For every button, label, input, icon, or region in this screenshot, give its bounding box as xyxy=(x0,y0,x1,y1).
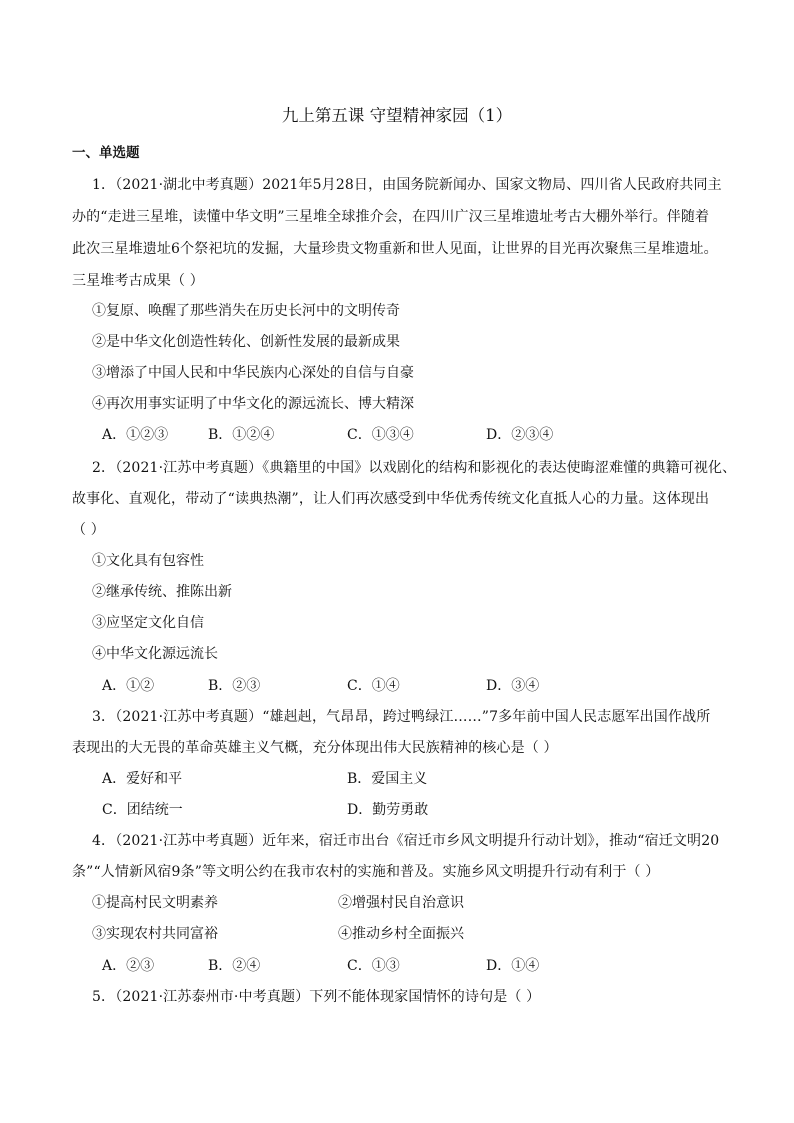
question-4-item-1: ①提高村民文明素养 xyxy=(92,895,218,911)
question-2-item-2: ②继承传统、推陈出新 xyxy=(92,584,232,600)
question-4-item-4: ④推动乡村全面振兴 xyxy=(338,926,464,942)
question-3-option-c: C．团结统一 xyxy=(102,802,183,818)
question-1-item-3: ③增添了中国人民和中华民族内心深处的自信与自豪 xyxy=(92,365,414,381)
question-2-option-b: B．②③ xyxy=(208,678,261,694)
question-4-option-a: A．②③ xyxy=(102,958,155,974)
question-4-stem-line-1: 4．（2021·江苏中考真题）近年来，宿迁市出台《宿迁市乡风文明提升行动计划》，推动“宿迁文明20 xyxy=(92,833,720,849)
question-3-stem-line-1: 3．（2021·江苏中考真题）“雄赳赳，气昂昂，跨过鸭绿江……”7多年前中国人民志愿军出国作战所 xyxy=(92,709,711,725)
question-2-option-c: C．①④ xyxy=(347,678,400,694)
question-1-option-b: B．①②④ xyxy=(208,427,275,443)
question-4-item-3: ③实现农村共同富裕 xyxy=(92,926,218,942)
question-4-option-c: C．①③ xyxy=(347,958,400,974)
question-5-stem-line-1: 5．（2021·江苏泰州市·中考真题）下列不能体现家国情怀的诗句是（ ） xyxy=(92,989,541,1005)
question-2-stem-line-1: 2．（2021·江苏中考真题）《典籍里的中国》以戏剧化的结构和影视化的表达使晦涩难懂的典籍可视化、 xyxy=(92,460,737,476)
question-4-item-2: ②增强村民自治意识 xyxy=(338,895,464,911)
question-1-stem-line-4: 三星堆考古成果（ ） xyxy=(72,273,204,289)
question-4-stem-line-2: 条”“人情新风宿9条”等文明公约在我市农村的实施和普及。实施乡风文明提升行动有利于（ ） xyxy=(72,864,660,880)
question-2-option-a: A．①② xyxy=(102,678,155,694)
question-2-item-4: ④中华文化源远流长 xyxy=(92,646,218,662)
question-1-option-a: A．①②③ xyxy=(102,427,169,443)
question-1-option-c: C．①③④ xyxy=(347,427,414,443)
question-2-option-d: D．③④ xyxy=(486,678,540,694)
question-4-option-b: B．②④ xyxy=(208,958,261,974)
question-3-option-b: B．爱国主义 xyxy=(347,771,428,787)
question-2-item-1: ①文化具有包容性 xyxy=(92,553,204,569)
question-2-stem-line-2: 故事化、直观化，带动了“读典热潮”，让人们再次感受到中华优秀传统文化直抵人心的力量。这体现出 xyxy=(72,491,710,507)
question-3-stem-line-2: 表现出的大无畏的革命英雄主义气概，充分体现出伟大民族精神的核心是（ ） xyxy=(72,740,558,756)
question-2-item-3: ③应坚定文化自信 xyxy=(92,615,204,631)
section-heading: 一、单选题 xyxy=(72,145,140,161)
question-1-item-1: ①复原、唤醒了那些消失在历史长河中的文明传奇 xyxy=(92,303,400,319)
question-1-stem-line-1: 1．（2021·湖北中考真题）2021年5月28日，由国务院新闻办、国家文物局、四川省人民政府共同主 xyxy=(92,177,722,193)
page-title: 九上第五课 守望精神家园（1） xyxy=(281,106,513,125)
question-4-option-d: D．①④ xyxy=(486,958,540,974)
question-1-item-2: ②是中华文化创造性转化、创新性发展的最新成果 xyxy=(92,334,400,350)
question-1-item-4: ④再次用事实证明了中华文化的源远流长、博大精深 xyxy=(92,396,414,412)
question-1-stem-line-3: 此次三星堆遗址6个祭祀坑的发掘，大量珍贵文物重新和世人见面，让世界的目光再次聚焦三星堆遗址。 xyxy=(72,241,718,257)
question-1-option-d: D．②③④ xyxy=(486,427,554,443)
question-1-stem-line-2: 办的“走进三星堆，读懂中华文明”三星堆全球推介会，在四川广汉三星堆遗址考古大棚外举行。伴随着 xyxy=(72,209,710,225)
question-2-stem-line-3: （ ） xyxy=(72,522,105,538)
question-3-option-a: A．爱好和平 xyxy=(102,771,183,787)
question-3-option-d: D．勤劳勇敢 xyxy=(347,802,429,818)
